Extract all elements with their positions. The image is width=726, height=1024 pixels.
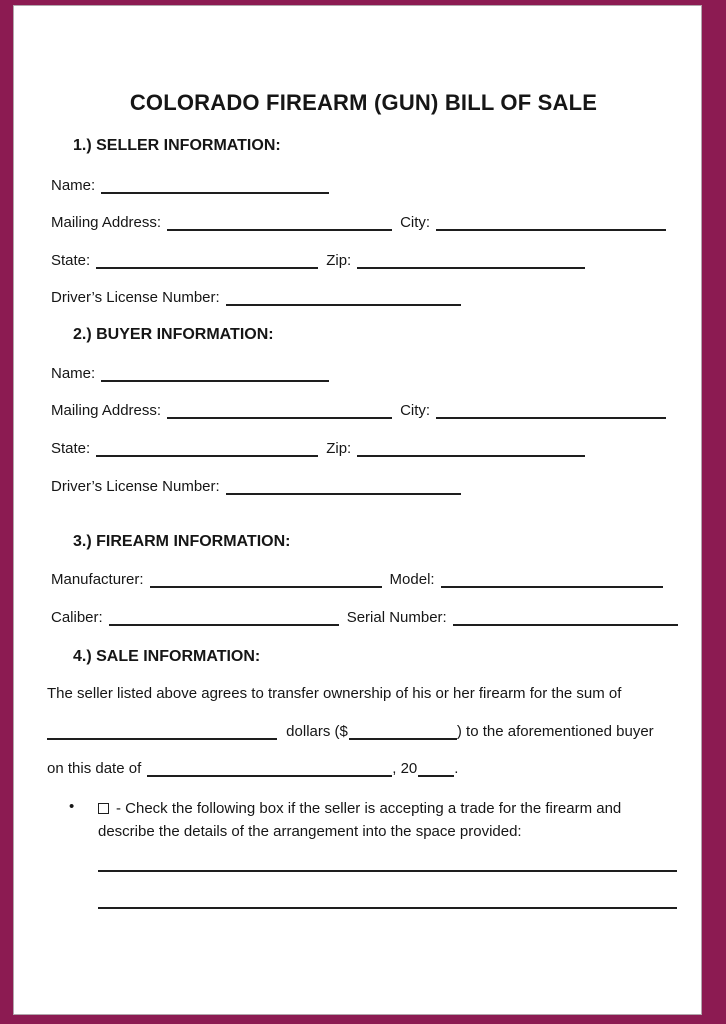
document-page xyxy=(13,5,702,1015)
dollars-label: dollars ($ xyxy=(286,723,348,740)
sentence-period: . xyxy=(454,760,459,777)
seller-city-blank[interactable] xyxy=(436,215,666,231)
caliber-label: Caliber: xyxy=(51,609,103,626)
buyer-zip-blank[interactable] xyxy=(357,441,585,457)
buyer-drivers-license-blank[interactable] xyxy=(226,479,461,495)
buyer-name-blank[interactable] xyxy=(101,366,329,382)
seller-mailing-address-label: Mailing Address: xyxy=(51,214,162,231)
after-amount-text: ) to the aforementioned buyer xyxy=(456,723,654,740)
sum-words-blank[interactable] xyxy=(47,724,277,740)
model-blank[interactable] xyxy=(441,572,663,588)
date-sentence-start: on this date of xyxy=(47,760,142,777)
buyer-license-row xyxy=(51,477,461,497)
trade-bullet-marker: • xyxy=(69,798,75,815)
seller-state-zip-row xyxy=(51,251,585,271)
buyer-city-blank[interactable] xyxy=(436,403,666,419)
trade-instruction-line1: - Check the following box if the seller is accepting a trade for the firearm and xyxy=(116,800,622,817)
buyer-mailing-address-label: Mailing Address: xyxy=(51,402,162,419)
seller-state-blank[interactable] xyxy=(96,253,318,269)
seller-name-blank[interactable] xyxy=(101,178,329,194)
sale-section-heading: 4.) SALE INFORMATION: xyxy=(73,648,261,665)
buyer-address-row xyxy=(51,401,666,421)
trade-instruction xyxy=(98,797,621,843)
buyer-state-label: State: xyxy=(51,440,91,457)
buyer-state-zip-row xyxy=(51,439,585,459)
firearm-section-heading: 3.) FIREARM INFORMATION: xyxy=(73,533,291,550)
seller-name-label: Name: xyxy=(51,177,96,194)
firearm-caliber-row xyxy=(51,608,678,628)
buyer-drivers-license-label: Driver’s License Number: xyxy=(51,478,220,495)
seller-license-row xyxy=(51,288,461,308)
seller-name-row xyxy=(51,176,329,196)
model-label: Model: xyxy=(389,571,435,588)
seller-zip-blank[interactable] xyxy=(357,253,585,269)
buyer-city-label: City: xyxy=(400,402,431,419)
serial-number-label: Serial Number: xyxy=(346,609,447,626)
manufacturer-blank[interactable] xyxy=(150,572,382,588)
seller-drivers-license-label: Driver’s License Number: xyxy=(51,289,220,306)
sale-date-row xyxy=(47,759,458,779)
trade-details-line-2[interactable] xyxy=(98,907,677,909)
document-title: COLORADO FIREARM (GUN) BILL OF SALE xyxy=(129,90,598,115)
year-blank[interactable] xyxy=(418,761,454,777)
trade-instruction-line2: describe the details of the arrangement into the space provided: xyxy=(98,823,522,840)
serial-number-blank[interactable] xyxy=(453,610,678,626)
caliber-blank[interactable] xyxy=(109,610,339,626)
sale-sum-sentence: The seller listed above agrees to transfer ownership of his or her firearm for the sum of xyxy=(47,685,622,702)
buyer-state-blank[interactable] xyxy=(96,441,318,457)
year-prefix: , 20 xyxy=(392,760,418,777)
seller-section-heading: 1.) SELLER INFORMATION: xyxy=(73,137,281,154)
manufacturer-label: Manufacturer: xyxy=(51,571,144,588)
buyer-section-heading: 2.) BUYER INFORMATION: xyxy=(73,326,274,343)
seller-address-row xyxy=(51,213,666,233)
seller-mailing-address-blank[interactable] xyxy=(167,215,392,231)
seller-city-label: City: xyxy=(400,214,431,231)
amount-blank[interactable] xyxy=(349,724,457,740)
date-blank[interactable] xyxy=(147,761,392,777)
seller-drivers-license-blank[interactable] xyxy=(226,290,461,306)
buyer-name-label: Name: xyxy=(51,365,96,382)
sale-amount-row xyxy=(47,722,654,742)
seller-state-label: State: xyxy=(51,252,91,269)
trade-checkbox-icon[interactable] xyxy=(98,803,109,814)
seller-zip-label: Zip: xyxy=(326,252,352,269)
buyer-zip-label: Zip: xyxy=(326,440,352,457)
buyer-name-row xyxy=(51,364,329,384)
trade-details-line-1[interactable] xyxy=(98,870,677,872)
firearm-manufacturer-row xyxy=(51,570,663,590)
buyer-mailing-address-blank[interactable] xyxy=(167,403,392,419)
